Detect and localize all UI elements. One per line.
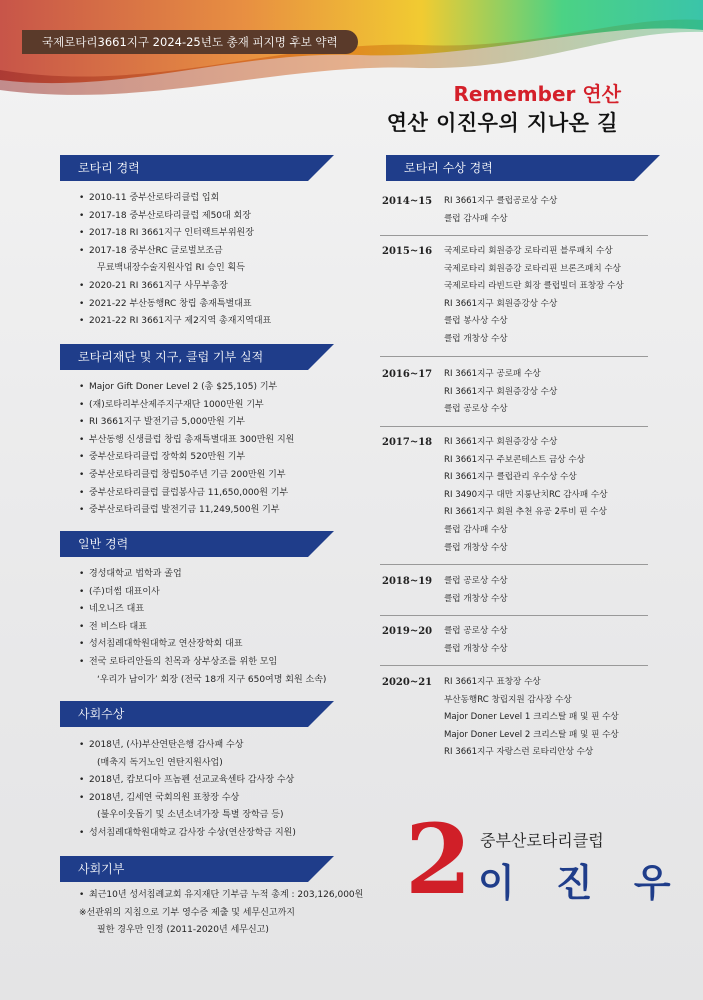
remember-tagline: Remember 연산 [453,82,621,106]
list-item: • 2021-22 RI 3661지구 제2지역 총재지역대표 [79,313,271,331]
list-item: • RI 3661지구 발전기금 5,000만원 기부 [79,414,294,432]
candidate-number: 2 [405,803,472,916]
list-item: • 중부산로타리클럽 발전기금 11,249,500원 기부 [79,502,294,520]
award-item: 국제로타리 회원증강 로타리핀 브론즈패치 수상 [444,263,621,274]
section-heading-rotary-awards: 로타리 수상 경력 [386,155,634,181]
list-item: 필한 경우만 인정 (2011-2020년 세무신고) [97,925,269,936]
list-item: • 전 비스타 대표 [79,619,326,637]
social-awards-list [79,737,296,843]
list-item: • 성서침례대학원대학교 연산장학회 대표 [79,636,326,654]
award-block [380,193,648,236]
award-item: RI 3661지구 주보콘테스트 금상 수상 [444,454,585,465]
award-item: RI 3661지구 클럽공로상 수상 [444,196,558,206]
list-item: • 중부산로타리클럽 장학회 520만원 기부 [79,449,294,467]
award-item: RI 3490지구 대만 지룽난치RC 감사패 수상 [444,489,608,500]
award-block [380,243,648,357]
list-item: • 2020-21 RI 3661지구 사무부총장 [79,278,271,296]
award-item: 국제로타리 라빈드란 회장 클럽빌더 표창장 수상 [444,281,624,292]
award-item: RI 3661지구 회원증강상 수상 [444,437,558,447]
award-block [380,434,648,565]
award-year: 2014~15 [382,196,433,207]
list-item: • 2021-22 부산동행RC 창립 총재특별대표 [79,296,271,314]
career-list [79,190,271,331]
general-list [79,566,326,689]
list-item: ‘우리가 남이가’ 회장 (전국 18개 지구 650여명 회원 소속) [97,674,327,685]
award-item: 클럽 공로상 수상 [444,626,508,636]
award-year: 2020~21 [382,677,433,688]
list-item: • 경성대학교 법학과 졸업 [79,566,326,584]
social-donation-list [79,887,363,940]
list-item: • 중부산로타리클럽 창립50주년 기금 200만원 기부 [79,467,294,485]
award-item: 클럽 감사패 수상 [444,213,508,224]
list-item: • 부산동행 신생클럽 창립 총재특별대표 300만원 지원 [79,432,294,450]
section-heading-donation: 로타리재단 및 지구, 클럽 기부 실적 [60,344,308,370]
award-item: 클럽 개창상 수상 [444,542,508,553]
section-heading-social-donation: 사회기부 [60,856,308,882]
award-year: 2019~20 [382,626,433,637]
award-item: Major Doner Level 1 크리스탈 패 및 핀 수상 [444,712,619,723]
donation-list [79,379,294,520]
list-item: • 2018년, 김세연 국회의원 표창장 수상 [79,790,296,808]
list-item: (매축지 독거노인 연탄지원사업) [97,757,223,768]
award-year: 2017~18 [382,437,433,448]
award-item: RI 3661지구 클럽관리 우수상 수상 [444,472,577,483]
candidate-name: 이 진 우 [478,861,685,905]
list-item: • 성서침례대학원대학교 감사장 수상(연산장학금 지원) [79,825,296,843]
list-item: 무료백내장수술지원사업 RI 승인 획득 [97,263,245,274]
list-item: • 2010-11 중부산로타리클럽 입회 [79,190,271,208]
list-item: • 중부산로타리클럽 클럽봉사금 11,650,000원 기부 [79,485,294,503]
list-item: • 2018년, (사)부산연탄은행 감사패 수상 [79,737,296,755]
list-item: • 2017-18 중부산로타리클럽 제50대 회장 [79,208,271,226]
award-item: RI 3661지구 표창장 수상 [444,677,541,687]
award-item: 클럽 개창상 수상 [444,333,508,344]
list-item: • Major Gift Doner Level 2 (총 $25,105) 기부 [79,379,294,397]
list-item: • (주)더썸 대표이사 [79,584,326,602]
award-block [380,674,648,766]
award-item: 클럽 봉사상 수상 [444,316,508,327]
award-year: 2018~19 [382,576,433,587]
award-item: 국제로타리 회원증강 로타리핀 블루패치 수상 [444,246,613,256]
award-item: 클럽 감사패 수상 [444,524,508,535]
list-item: ※선관위의 지침으로 기부 영수증 제출 및 세무신고까지 [79,907,295,918]
document-topbar: 국제로타리3661지구 2024-25년도 총재 피지명 후보 약력 [22,30,358,54]
award-item: RI 3661지구 자랑스런 로타리안상 수상 [444,747,594,758]
section-heading-social-awards: 사회수상 [60,701,308,727]
award-item: 클럽 개창상 수상 [444,593,508,604]
list-item: • (재)로타리부산제주지구재단 1000만원 기부 [79,397,294,415]
list-item: • 2017-18 RI 3661지구 인터랙트부위원장 [79,225,271,243]
award-block [380,573,648,616]
award-item: 클럽 개창상 수상 [444,643,508,654]
section-heading-career: 로타리 경력 [60,155,308,181]
list-item: • 최근10년 성서침례교회 유지재단 기부금 누적 총계 : 203,126,000원 [79,887,363,905]
award-year: 2015~16 [382,246,433,257]
award-year: 2016~17 [382,369,433,380]
list-item: • 전국 로타리안들의 친목과 상부상조를 위한 모임 [79,654,326,672]
page-title: 연산 이진우의 지나온 길 [386,111,618,135]
award-item: RI 3661지구 회원증강상 수상 [444,386,558,397]
list-item: • 네오니즈 대표 [79,601,326,619]
list-item: • 2017-18 중부산RC 글로벌보조금 [79,243,271,261]
award-item: Major Doner Level 2 크리스탈 패 및 핀 수상 [444,729,619,740]
award-item: RI 3661지구 회원 추천 유공 2루비 핀 수상 [444,507,607,518]
section-heading-general: 일반 경력 [60,531,308,557]
candidate-club: 중부산로타리클럽 [480,831,604,850]
award-item: 클럽 공로상 수상 [444,404,508,415]
award-item: 클럽 공로상 수상 [444,576,508,586]
list-item: (불우이웃돕기 및 소년소녀가장 특별 장학금 등) [97,810,284,821]
award-item: RI 3661지구 공로패 수상 [444,369,541,379]
award-item: 부산동행RC 창립지원 감사장 수상 [444,694,572,705]
award-item: RI 3661지구 회원증강상 수상 [444,298,558,309]
award-block [380,366,648,427]
list-item: • 2018년, 캄보디아 프놈펜 선교교육센타 감사장 수상 [79,772,296,790]
award-block [380,623,648,666]
